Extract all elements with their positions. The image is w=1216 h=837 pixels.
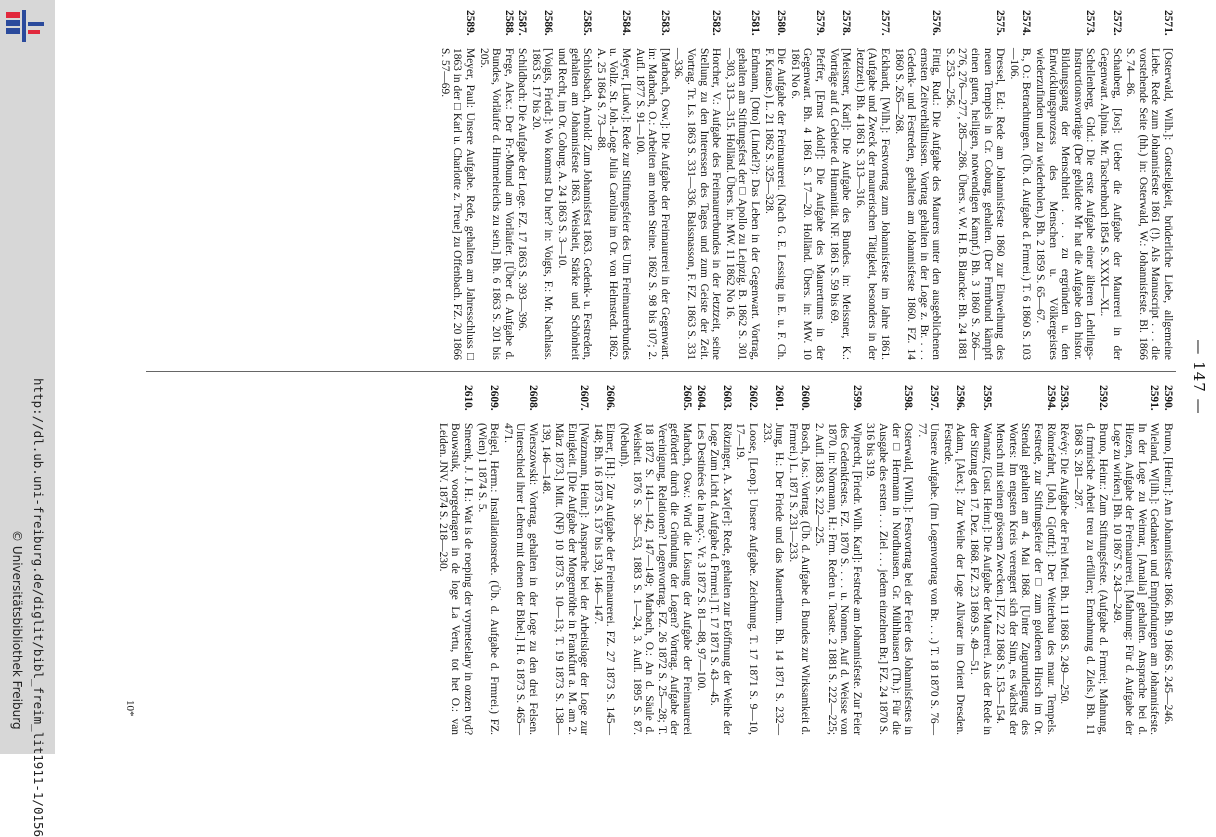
entry-text: Osterwald, [Wilh.]: Festvortrag bei der Feier des Johannisfestes in der □ Hermann in Nordhausen. Gr. Mühlhausen (Th.): Für die Ausgabe des ersten . . . Ziel . . . jedem einzelnen Br.] FZ. 24 1870 S. 316 bis 319.: [864, 423, 915, 735]
entry-number: 2583.: [658, 10, 671, 36]
entry-text: Horcher, V.: Aufgabe des Freimaurerbundes in der Jetztzeit, seine Stellung zu den Interessen des Tages und zum Geiste der Zeit. Vortrag. Tr. Ls. 1863 S. 331—336. Balssnasson, F. FZ. 1863 S. 331—336.: [672, 48, 723, 360]
bibliography-entry: [853, 10, 891, 360]
bibliography-entry: [529, 10, 554, 360]
entry-number: 2595.: [980, 385, 993, 411]
entry-text: [Meissner, Karl]: Die Aufgabe des Bundes. in: Meissner, K.: Vorträge auf d. Gebiete d. Humanität. NF. 1861 S. 59 bis 69.: [827, 48, 853, 360]
entry-text: Beigel, Herm.: Installationsrede. (Üb. d. Aufgabe d. Frmrei.) FZ. (Wien) 1 1874 S. 5.: [475, 423, 501, 735]
bibliography-entry: [1033, 10, 1096, 360]
entry-text: Schauberg, [Jos]: Ueber die Aufgabe der Maurerei in der Gegenwart. Alpina. Mr. Taschenbuch 1854 S. XXXI—XL.: [1098, 48, 1123, 360]
entry-text: Pfeffer, [Ernst Adolf]: Die Aufgabe des Maurertums in der Gegenwart. Bh. 4 1861 S. 17—20. Holländ. Übers. in: MW. 10 1861 No 6.: [788, 48, 826, 360]
entry-text: Marbach, Osw.: Wird die Lösung der Aufgabe der Freimaurerei gefördert durch die Gründung der Logen? Vortrag. Aufgabe der Vereinigung, Relationen? Logenvortrag. FZ. 26 1872 S. 25—28; T. 18 1872 S. 141—142, 147—149; Marbach, O.: An d. Säule d. Weisheit. 1876 S. 36—53, 1883 S. 1—24, 3. Aufl. 1895 S. 87. (Nebuth).: [618, 423, 694, 735]
bibliography-entry: [943, 10, 1006, 360]
entry-text: Bosch, Jos.: Vortrag. (Üb. d. Aufgabe d. Bundes zur Wirksamkeit d. Frmrei.) L. 1871 S. 231—233.: [786, 423, 812, 735]
entry-text: Eckhardt, [Wilh.]: Festvortrag zum Johannisfeste im Jahre 1861. (Aufgabe und Zweck der maurerischen Tätigkeit, besonders in der Jetztzeit.) Bh. 4 1861 S. 313—316.: [853, 48, 891, 360]
viewer-sidebar: [0, 0, 55, 837]
entry-text: Schildbach: Die Aufgabe der Loge. FZ. 17 1863 S. 393—396.: [516, 48, 529, 332]
entry-text: Les Destinées de la maç∴. Vr. 3 1872 S. 81—88, 97—100.: [694, 423, 707, 691]
bibliography-entry: [436, 385, 474, 735]
entry-number: 2599.: [850, 385, 863, 411]
entry-number: 2573.: [1084, 10, 1097, 36]
bibliography-entry: [941, 385, 966, 735]
entry-text: Rönnefahrt, [Joh.] G[ottfr.]: Der Weiterbau des maur. Tempels. Festrede, zur Stiftungsfeier der □ zum goldenen Hirsch im Or. Stendal gehalten am 4. Mai 1868. [Unter Zugrundlegung des Wortes: Im engsten Kreis verengert sich der Sinn, es wächst der Mensch mit seinen grössern Zwecken.] FZ. 22 1868 S. 153—154.: [994, 423, 1057, 735]
scanned-page: [56, 0, 1216, 754]
entry-number: 2589.: [463, 10, 476, 36]
entry-number: 2579.: [813, 10, 826, 36]
entry-text: Jung, H.: Der Friede und das Mauerthum. Bh. 14 1871 S. 232—233.: [760, 423, 786, 735]
entry-text: Wiprecht, [Friedr. Wilh. Karl]: Festrede am Johannisfeste. Zur Feier des Gedenkfestes. FZ. 1870 S. . . . u. Nonnen. Auf d. Weisse von 1870. in: Normann, H.: Frm. Reden u. Toaste. 2 1881 S. 222—225; 2. Aufl. 1883 S. 222—225.: [812, 423, 863, 735]
entry-number: 2588.: [502, 10, 515, 36]
entry-number: 2577.: [878, 10, 891, 36]
bibliography-entry: [762, 10, 787, 360]
entry-text: Erdmann, [Otto] (Lindel?): Das Leben in der Gegenwart. Vortrag, gehalten am Stiftungsfest der □ Apollo zu Leipzig. B. 1862 S. 301—303, 313—315. Holländ. Übers. in: MW. 11 1862 No 16.: [723, 48, 761, 360]
entry-number: 2598.: [902, 385, 915, 411]
bibliography-entry: [892, 10, 942, 360]
entry-number: 2587.: [516, 10, 529, 36]
bibliography-entry: [540, 385, 590, 735]
entry-text: Bruno, [Heinr.]: Am Johannisfeste 1866. Bh. 9 1866 S. 245—246.: [1162, 423, 1174, 725]
entry-number: 2574.: [1020, 10, 1033, 36]
entry-text: Meyer, Paul: Unsere Aufgabe. Rede, gehalten am Jahresschluss □ 1863 in der □ Karl u. Charlotte z. Treue] zu Offenbach. FZ. 20 1866 S. 57—69.: [438, 48, 476, 360]
bibliography-entry: [760, 385, 785, 735]
bibliography-entry: [994, 385, 1057, 735]
entry-number: 2600.: [799, 385, 812, 411]
entry-text: Smeenk, J. J. H.: Wat is de roeping der vrymetselary in onzen tyd? Bouwstuk, voorgedragen in de loge La Vertu, tot het O.: van Leiden. JNV. 1874 S. 218—230.: [436, 423, 474, 735]
bibliography-column-left: [437, 10, 1174, 360]
bibliography-entry: [723, 10, 761, 360]
bibliography-entry: [477, 10, 515, 360]
bibliography-entry: [694, 385, 707, 735]
bibliography-entry: [556, 10, 594, 360]
entry-number: 2610.: [461, 385, 474, 411]
entry-number: 2576.: [930, 10, 943, 36]
entry-number: 2605.: [681, 385, 694, 411]
entry-text: Wieland, W[ilh.]: Gedanken und Empfindungen am Johannisfeste. In der Loge zu Weimar, [Amalia] gehalten. Ansprache bei d. Hiezen, Aufgabe der Freimaurerei. [Mahnung: Für d. Aufgabe der Loge zu wirken.] Bh. 10 1867 S. 243—249.: [1110, 423, 1161, 735]
page-number: — 147 —: [1190, 339, 1208, 415]
entry-number: 2601.: [773, 385, 786, 411]
bibliography-entry: [438, 10, 476, 360]
bibliography-entry: [968, 385, 993, 735]
entry-number: 2586.: [542, 10, 555, 36]
entry-number: 2609.: [488, 385, 501, 411]
entry-number: 2607.: [578, 385, 591, 411]
entry-number: 2581.: [749, 10, 761, 36]
bibliography-entry: [633, 10, 671, 360]
entry-text: Eimer, [H.]: Zur Aufgabe der Freimaurerei. FZ. 27 1873 S. 145—148; Bh. 16 1873 S. 137 bis 139, 146—147.: [591, 423, 617, 735]
entry-text: Bruno, Heinr.: Zum Stiftungsfeste. (Aufgabe d. Frmrei; Mahnung, d. frmrische Arbeit treu zu erfüllen; Ermahnung d. Ziels.) Bh. 11 1868 S. 281—287.: [1071, 423, 1110, 735]
bibliography-entry: [812, 385, 862, 735]
entry-text: Wierszowski: Vortrag, gehalten in der Loge zu den drei Felsen. Unterschied ihrer Lehren mit denen der Bibel.] H. 6 1873 S. 465—471.: [501, 423, 539, 735]
entry-text: Fittig, Rud.: Die Aufgabe des Maurers unter den ausgeblichenen ernsten Zeitverhältnissen. Vortrag gehalten in der Loge z. Br. . . . Gedenk- und Festreden, gehalten am Johannisfeste 1860. FZ. 14 1860 S. 265—268.: [892, 48, 943, 360]
entry-number: 2591.: [1148, 385, 1161, 411]
entry-number: 2575.: [994, 10, 1007, 36]
bibliography-entry: [475, 385, 500, 735]
entry-text: B., O.: Betrachtungen. (Üb. d. Aufgabe d. Frmrei.) T. 6 1860 S. 103—106.: [1007, 48, 1033, 360]
entry-text: [Osterwald, Wilh.]: Gottseligkeit, brüderliche Liebe, allgemeine Liebe. Rede zum Johannisfeste 1861 (!). Als Manuscript . . . die vorstehende Seite (hh.) in: Osterwald, W.: Johannisfeste. Bl. 1866 S. 74—86.: [1124, 48, 1174, 360]
bibliography-entry: [516, 10, 529, 360]
entry-number: 2596.: [954, 385, 967, 411]
bibliography-entry: [864, 385, 914, 735]
entry-number: 2604.: [694, 385, 707, 411]
bibliography-entry: [1110, 385, 1160, 735]
bibliography-entry: [1124, 10, 1174, 360]
entry-text: Révéy: Die Aufgabe der Frei Mrei. Bh. 11 1868 S. 249—250.: [1058, 423, 1071, 705]
bibliography-entry: [786, 385, 811, 735]
entry-number: 2580.: [775, 10, 788, 36]
document-url[interactable]: http://dl.ub.uni-freiburg.de/diglit/bibl_freim_lit1911-1/0156: [31, 378, 46, 837]
entry-number: 2585.: [581, 10, 594, 36]
bibliography-entry: [1097, 10, 1122, 360]
bibliography-entry: [915, 385, 940, 735]
entry-number: 2578.: [840, 10, 853, 36]
signature-mark: 10*: [124, 700, 136, 717]
entry-text: Die Aufgabe der Freimaurerei. (Nach G. E. Lessing in E. u. F. Ch. F. Krause.) L. 21 1862 S. 325—328.: [762, 48, 788, 360]
bibliography-entry: [1161, 385, 1174, 735]
entry-text: [Watzmann, Heinr.]: Ansprache bei der Arbeitsloge der Loge zur Einigkeit. [Die Aufgabe der Morgenröthe in Frankfurt a. M. am 2. März 1873.] Mitt. (NF) 10 1873 S. 10—13; T. 19 1873 S. 138—139, 146—148.: [540, 423, 591, 735]
entry-text: Warnatz, [Gust. Heinr.]: Die Aufgabe der Maurerei. Aus der Rede in der Sitzung den 17. Dez. 1868. FZ. 23 1869 S. 49—51.: [968, 423, 993, 735]
bibliography-entry: [594, 10, 632, 360]
entry-number: 2597.: [928, 385, 941, 411]
entry-number: 2572.: [1110, 10, 1123, 36]
entry-text: [Voigts, Friedr.]: Wo kommst Du her? in: Voigts, F.: Mr. Nachlass. 1863 S. 17 bis 20.: [529, 48, 555, 360]
rotated-page-content: [111, 0, 1216, 754]
entry-number: 2584.: [620, 10, 633, 36]
entry-text: Adam, [Alex.]: Zur Weihe der Loge Allvater im Orient Dresden. Festrede.: [941, 423, 967, 735]
entry-text: Rötzinger, A. Xav[er]: Rede, gehalten zur Eröffnung der Weihe der Loge Zum Licht d. Aufgabe d. Frmrei.] T. 17 1871 S. 43—45.: [708, 423, 733, 735]
bibliography-entry: [827, 10, 852, 360]
entry-text: Schellenberg, Ghd.: Die erste Aufgabe einer älteren Lehrlings-Instructionsvorträge (Der gebildete Mr hat die Aufgabe den histor. Bildungsgang der Menschheit . . . zu ergründen u. den Entwicklungsprozess des Menschen u. Völkergeistes wiederzufinden und zu wiederholen.) Bh. 2 1859 S. 65—67.: [1034, 48, 1097, 360]
entry-number: 2606.: [604, 385, 617, 411]
copyright-notice: © Universitätsbibliothek Freiburg: [10, 530, 24, 730]
bibliography-column-right: [435, 385, 1174, 735]
bibliography-entry: [1007, 10, 1032, 360]
entry-text: Schlosbach, Arnold: Zum Johannisfest 1863. Gedenk- u. Festreden, gehalten am Johannisfeste 1863. Weisheit, Stärke und Schönheit und Recht, im Or. Coburg. A. 24 1863 S. 3—10.: [556, 48, 594, 360]
column-divider: [146, 371, 1176, 372]
entry-text: Unsere Aufgabe. (Im Logenvortrag von Br. . . .) T. 18 1870 S. 76—77.: [915, 423, 941, 735]
bibliography-entry: [1071, 385, 1109, 735]
bibliography-entry: [788, 10, 826, 360]
entry-number: 2592.: [1097, 385, 1110, 411]
bibliography-entry: [708, 385, 733, 735]
entry-text: Meyer, [Ludw.]: Rede zur Stiftungsfeier des Ulm Freimaurerbundes u. Vollz. St. Joh.-Loge Julia Carolina im Or. von Helmstedt. 1862. A. 25 1864 S. 73—88.: [594, 48, 633, 360]
entry-text: Dressel, Ed.: Rede am Johannisfeste 1860 zur Einweihung des neuen Tempels in Cr. Coburg, gehalten. (Der Frmrbund kämpft einen guten, heiligen, notwendigen Kampf.) Bh. 3 1860 S. 266—276, 276—277, 285—286. Übers. v. W. H. B. Blancke: Bh. 24 1881 S. 253—256.: [943, 48, 1007, 360]
entry-text: Frege, Alex.: Der Fr.-Mbund am Vorläufer. [Über d. Aufgabe d. Bundes, Vorläufer d. Himmelreichs zu sein.] Bh. 6 1863 S. 201 bis 205.: [477, 48, 515, 360]
bibliography-entry: [734, 385, 759, 735]
entry-text: Loose, [Leop.]: Unsere Aufgabe. Zeichnung. T. 17 1871 S. 9—10, 17—19.: [734, 423, 759, 735]
entry-number: 2593.: [1058, 385, 1071, 411]
entry-number: 2582.: [710, 10, 723, 36]
entry-text: [Marbach, Osw.]: Die Aufgabe der Freimaurerei in der Gegenwart. in: Marbach, O.: Arbeiten am rohen Steine. 1862 S. 98 bis 107; 2. Aufl. 1877 S. 91—100.: [633, 48, 671, 360]
bibliography-entry: [591, 385, 616, 735]
bibliography-entry: [501, 385, 539, 735]
entry-number: 2608.: [526, 385, 539, 411]
entry-number: 2603.: [720, 385, 733, 411]
entry-number: 2602.: [747, 385, 759, 411]
university-logo-icon: [4, 8, 48, 44]
bibliography-entry: [617, 385, 693, 735]
bibliography-entry: [672, 10, 722, 360]
bibliography-entry: [1058, 385, 1071, 735]
entry-number: 2571.: [1162, 10, 1174, 36]
entry-number: 2590.: [1162, 385, 1174, 411]
entry-number: 2594.: [1044, 385, 1057, 411]
